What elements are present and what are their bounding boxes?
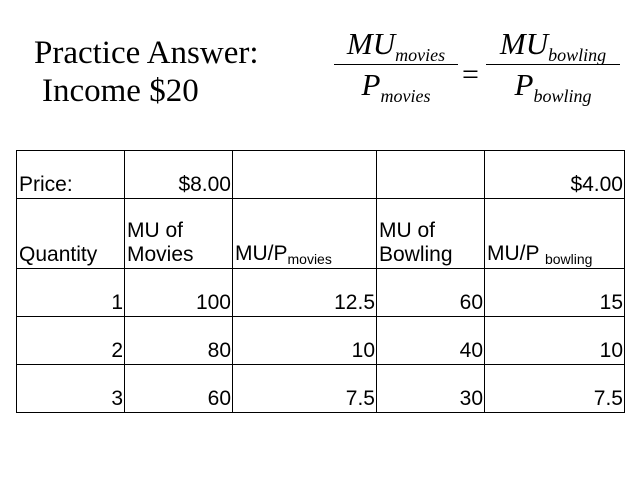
mu-bowling-cell: 30 bbox=[377, 365, 485, 413]
table-row bbox=[17, 365, 625, 413]
mup-bowling-cell: 15 bbox=[485, 269, 625, 317]
mu-bowling-cell: 60 bbox=[377, 269, 485, 317]
header-quantity: Quantity bbox=[17, 199, 125, 269]
mup-movies-cell: 10 bbox=[233, 317, 377, 365]
formula-left-fraction bbox=[334, 26, 458, 106]
mup-movies-cell: 12.5 bbox=[233, 269, 377, 317]
mu-movies-cell: 80 bbox=[125, 317, 233, 365]
table-row bbox=[17, 269, 625, 317]
marginal-utility-table bbox=[16, 150, 625, 413]
slide-title bbox=[34, 34, 259, 110]
formula-right-denominator: Pbowling bbox=[514, 67, 592, 106]
title-line-1: Practice Answer: bbox=[34, 35, 259, 71]
formula-equals-sign: = bbox=[462, 58, 479, 91]
price-bowling-cell: $4.00 bbox=[485, 151, 625, 199]
mup-bowling-cell: 7.5 bbox=[485, 365, 625, 413]
header-row bbox=[17, 199, 625, 269]
mu-movies-cell: 100 bbox=[125, 269, 233, 317]
mu-movies-cell: 60 bbox=[125, 365, 233, 413]
table-row bbox=[17, 317, 625, 365]
title-line-2: Income $20 bbox=[42, 73, 199, 109]
header-mup-movies: MU/Pmovies bbox=[233, 199, 377, 269]
price-row bbox=[17, 151, 625, 199]
price-empty-cell bbox=[377, 151, 485, 199]
formula-left-numerator: MUmovies bbox=[346, 26, 446, 65]
header-mup-bowling: MU/P bowling bbox=[485, 199, 625, 269]
price-empty-cell bbox=[233, 151, 377, 199]
quantity-cell: 3 bbox=[17, 365, 125, 413]
price-movies-cell: $8.00 bbox=[125, 151, 233, 199]
header-mu-movies: MU of Movies bbox=[125, 199, 233, 269]
formula-right-numerator: MUbowling bbox=[499, 26, 607, 65]
equimarginal-formula bbox=[334, 26, 624, 126]
mu-bowling-cell: 40 bbox=[377, 317, 485, 365]
quantity-cell: 2 bbox=[17, 317, 125, 365]
mup-movies-cell: 7.5 bbox=[233, 365, 377, 413]
formula-left-denominator: Pmovies bbox=[361, 67, 431, 106]
formula-right-fraction bbox=[486, 26, 620, 106]
quantity-cell: 1 bbox=[17, 269, 125, 317]
header-mu-bowling: MU of Bowling bbox=[377, 199, 485, 269]
mup-bowling-cell: 10 bbox=[485, 317, 625, 365]
price-label-cell: Price: bbox=[17, 151, 125, 199]
